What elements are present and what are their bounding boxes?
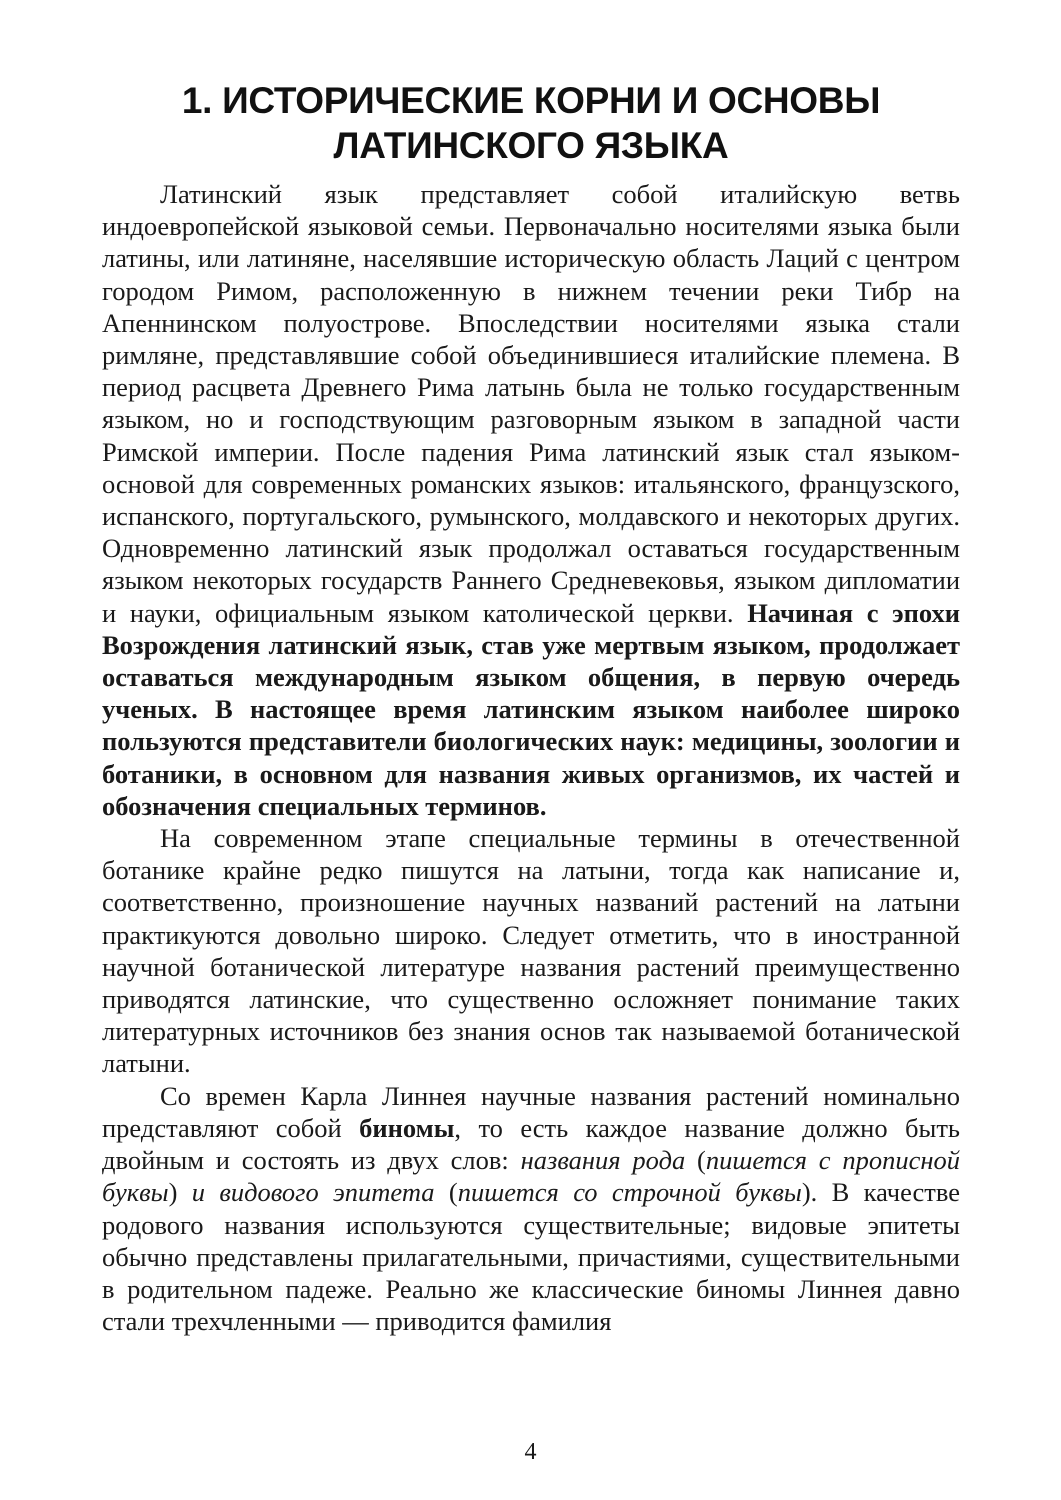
note-capital-letter: пишется с прописной буквы [102,1145,960,1208]
paragraph-1-bold-text: Начиная с эпохи Возрождения латинский язык, став уже мертвым языком, продолжает оставаться международным языком общения, в первую очередь ученых. В настоящее время латинским языком наиболее широко пользуются представители биологических наук: медицины, зоологии и ботаники, в основном для названия живых организмов, их частей и обозначения специальных терминов. [102,597,960,821]
paragraph-2: На современном этапе специальные термины в отечественной ботанике крайне редко пишутся на латыни, тогда как написание и, соответственно, произношение научных названий растений на латыни практикуются довольно широко. Следует отметить, что в иностранной научной ботанической литературе названия растений преимущественно приводятся латинские, что существенно осложняет понимание таких литературных источников без знания основ так называемой ботанической латыни. [102,823,960,1079]
chapter-title [102,78,960,168]
term-binomy: биномы [359,1112,455,1143]
body-text [102,178,960,1337]
paragraph-3-text-f: ). В качестве родового названия используются существительные; видовые эпитеты обычно представлены прилагательными, причастиями, существительными в родительном падеже. Реально же классические биномы Линнея давно стали трехчленными — приводится фамилия [102,1177,961,1337]
paragraph-1-text: Латинский язык представляет собой италийскую ветвь индоевропейской языковой семьи. Первоначально носителями языка были латины, или латиняне, населявшие историческую область Лаций с центром городом Римом, расположенную в нижнем течении реки Тибр на Апеннинском полуострове. Впоследствии носителями языка стали римляне, представлявшие собой объединившиеся италийские племена. В период расцвета Древнего Рима латынь была не только государственным языком, но и господствующим разговорным языком в западной части Римской империи. После падения Рима латинский язык стал языком-основой для современных романских языков: итальянского, французского, испанского, португальского, румынского, молдавского и некоторых других. Одновременно латинский язык продолжал оставаться государственным языком некоторых государств Раннего Средневековья, языком дипломатии и науки, официальным языком католической церкви. [102,179,960,628]
paragraph-3-text-c: ( [685,1145,706,1176]
chapter-title-line-1: 1. ИСТОРИЧЕСКИЕ КОРНИ И ОСНОВЫ [181,80,881,121]
term-genus-name: названия рода [520,1145,686,1176]
paragraph-3-text-e: ( [434,1177,458,1208]
note-lowercase-letter: пишется со строчной буквы [457,1177,802,1208]
paragraph-1 [102,178,960,822]
paragraph-3 [102,1080,960,1338]
page-number: 4 [524,1439,537,1465]
paragraph-3-text-b: , то есть каждое название должно быть двойным и состоять из двух слов: [102,1112,960,1176]
paragraph-3-text-d: ) [168,1177,192,1208]
term-species-epithet: и видового эпитета [191,1177,435,1208]
chapter-title-line-2: ЛАТИНСКОГО ЯЗЫКА [333,125,729,166]
paragraph-3-text-a: Со времен Карла Линнея научные названия растений номинально представляют собой [102,1080,960,1143]
